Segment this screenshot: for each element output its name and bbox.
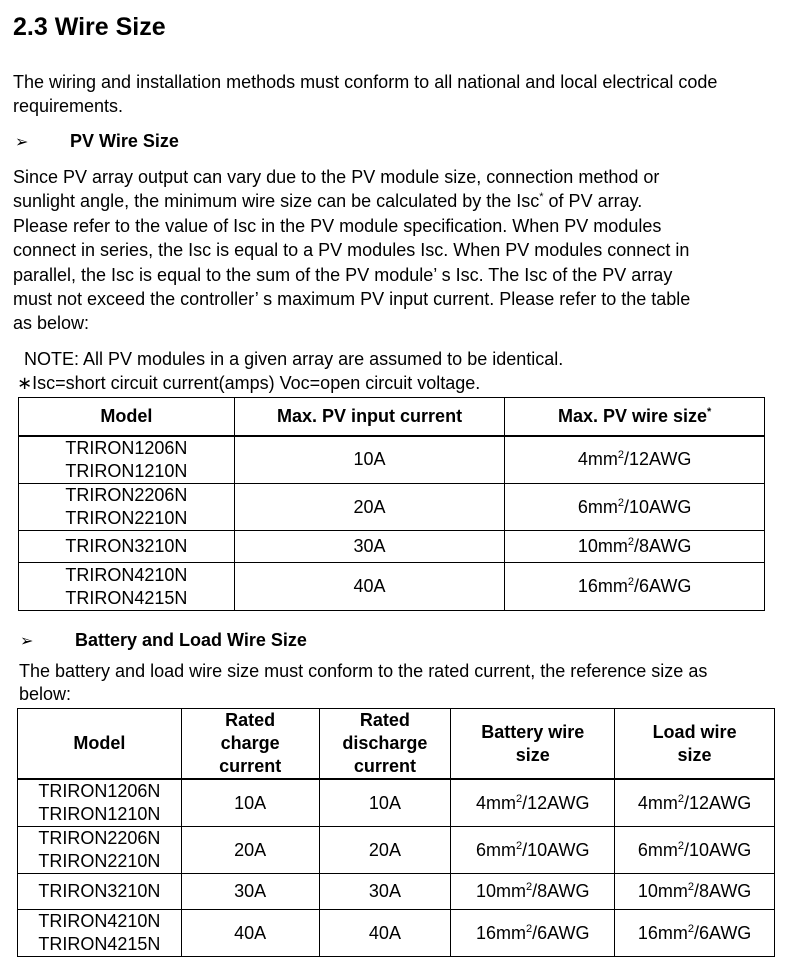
- model-cell: TRIRON4210N TRIRON4215N: [18, 910, 182, 957]
- battery-wire-cell: $6mm^2/10AWG$: [451, 827, 615, 874]
- table-row: [19, 563, 765, 611]
- table-row: [19, 484, 765, 531]
- pv-wire-size-table: [18, 397, 765, 611]
- section-title: 2.3 Wire Size: [13, 13, 166, 41]
- table-row: [18, 910, 775, 957]
- model-cell: TRIRON3210N: [19, 531, 235, 563]
- table-header-row: [18, 709, 775, 780]
- charge-current-cell: 10A: [181, 779, 319, 827]
- column-header-rated-charge-current: Rated charge current: [181, 709, 319, 780]
- pv-paragraph-line: parallel, the Isc is equal to the sum of the PV module’ s Isc. The Isc of the PV array: [13, 264, 673, 285]
- load-wire-cell: $6mm^2/10AWG$: [615, 827, 775, 874]
- wire-size-cell: $4mm^2/12AWG$: [505, 436, 765, 484]
- column-header-load-wire-size: Load wire size: [615, 709, 775, 780]
- load-wire-cell: $10mm^2/8AWG$: [615, 874, 775, 910]
- pv-paragraph-line: as below:: [13, 313, 90, 334]
- pv-paragraph: [13, 165, 770, 336]
- wire-size-cell: $10mm^2/8AWG$: [505, 531, 765, 563]
- current-cell: 20A: [234, 484, 505, 531]
- discharge-current-cell: 20A: [319, 827, 451, 874]
- battery-wire-cell: $4mm^2/12AWG$: [451, 779, 615, 827]
- table-row: [19, 436, 765, 484]
- discharge-current-cell: 30A: [319, 874, 451, 910]
- table-row: [18, 874, 775, 910]
- discharge-current-cell: 40A: [319, 910, 451, 957]
- battery-heading-row: [20, 629, 307, 653]
- load-wire-cell: $4mm^2/12AWG$: [615, 779, 775, 827]
- intro-paragraph: The wiring and installation methods must conform to all national and local electrical code requirements.: [13, 72, 718, 117]
- pv-paragraph-line: connect in series, the Isc is equal to a PV modules Isc. When PV modules connect in: [13, 240, 690, 261]
- model-cell: TRIRON1206N TRIRON1210N: [19, 436, 235, 484]
- wire-size-cell: $6mm^2/10AWG$: [505, 484, 765, 531]
- pv-heading-row: [15, 130, 179, 154]
- model-cell: TRIRON4210N TRIRON4215N: [19, 563, 235, 611]
- column-header-battery-wire-size: Battery wire size: [451, 709, 615, 780]
- pv-paragraph-line: must not exceed the controller’ s maximum PV input current. Please refer to the table: [13, 289, 691, 310]
- pv-paragraph-line: Since PV array output can vary due to the PV module size, connection method or: [13, 167, 660, 187]
- battery-load-wire-size-table: [17, 708, 775, 957]
- pv-paragraph-line: Please refer to the value of Isc in the PV module specification. When PV modules: [13, 215, 662, 236]
- wire-size-cell: $16mm^2/6AWG$: [505, 563, 765, 611]
- pv-heading: PV Wire Size: [70, 131, 179, 151]
- battery-paragraph: The battery and load wire size must conform to the rated current, the reference size as below:: [19, 661, 708, 704]
- discharge-current-cell: 10A: [319, 779, 451, 827]
- current-cell: 10A: [234, 436, 505, 484]
- model-cell: TRIRON2206N TRIRON2210N: [18, 827, 182, 874]
- charge-current-cell: 40A: [181, 910, 319, 957]
- column-header-max-pv-wire-size: Max. PV wire size*: [505, 398, 765, 436]
- pv-paragraph-line: sunlight angle, the minimum wire size can be calculated by the Isc* of PV array.: [13, 191, 643, 212]
- footnote-star: *: [539, 191, 544, 204]
- current-cell: 40A: [234, 563, 505, 611]
- load-wire-cell: $16mm^2/6AWG$: [615, 910, 775, 957]
- table-header-row: [19, 398, 765, 436]
- model-cell: TRIRON3210N: [18, 874, 182, 910]
- model-cell: TRIRON2206N TRIRON2210N: [19, 484, 235, 531]
- battery-wire-cell: $16mm^2/6AWG$: [451, 910, 615, 957]
- table-row: [18, 827, 775, 874]
- battery-heading: Battery and Load Wire Size: [75, 630, 307, 650]
- charge-current-cell: 20A: [181, 827, 319, 874]
- table-row: [19, 531, 765, 563]
- charge-current-cell: 30A: [181, 874, 319, 910]
- arrow-bullet-icon: ➢: [15, 134, 29, 151]
- column-header-model: Model: [19, 398, 235, 436]
- column-header-model: Model: [18, 709, 182, 780]
- column-header-max-pv-input-current: Max. PV input current: [234, 398, 505, 436]
- battery-wire-cell: $10mm^2/8AWG$: [451, 874, 615, 910]
- arrow-bullet-icon: ➢: [20, 633, 34, 650]
- table-row: [18, 779, 775, 827]
- current-cell: 30A: [234, 531, 505, 563]
- model-cell: TRIRON1206N TRIRON1210N: [18, 779, 182, 827]
- column-header-rated-discharge-current: Rated discharge current: [319, 709, 451, 780]
- pv-note: NOTE: All PV modules in a given array are assumed to be identical.: [24, 349, 564, 369]
- pv-footnote: ∗Isc=short circuit current(amps) Voc=open circuit voltage.: [17, 373, 481, 393]
